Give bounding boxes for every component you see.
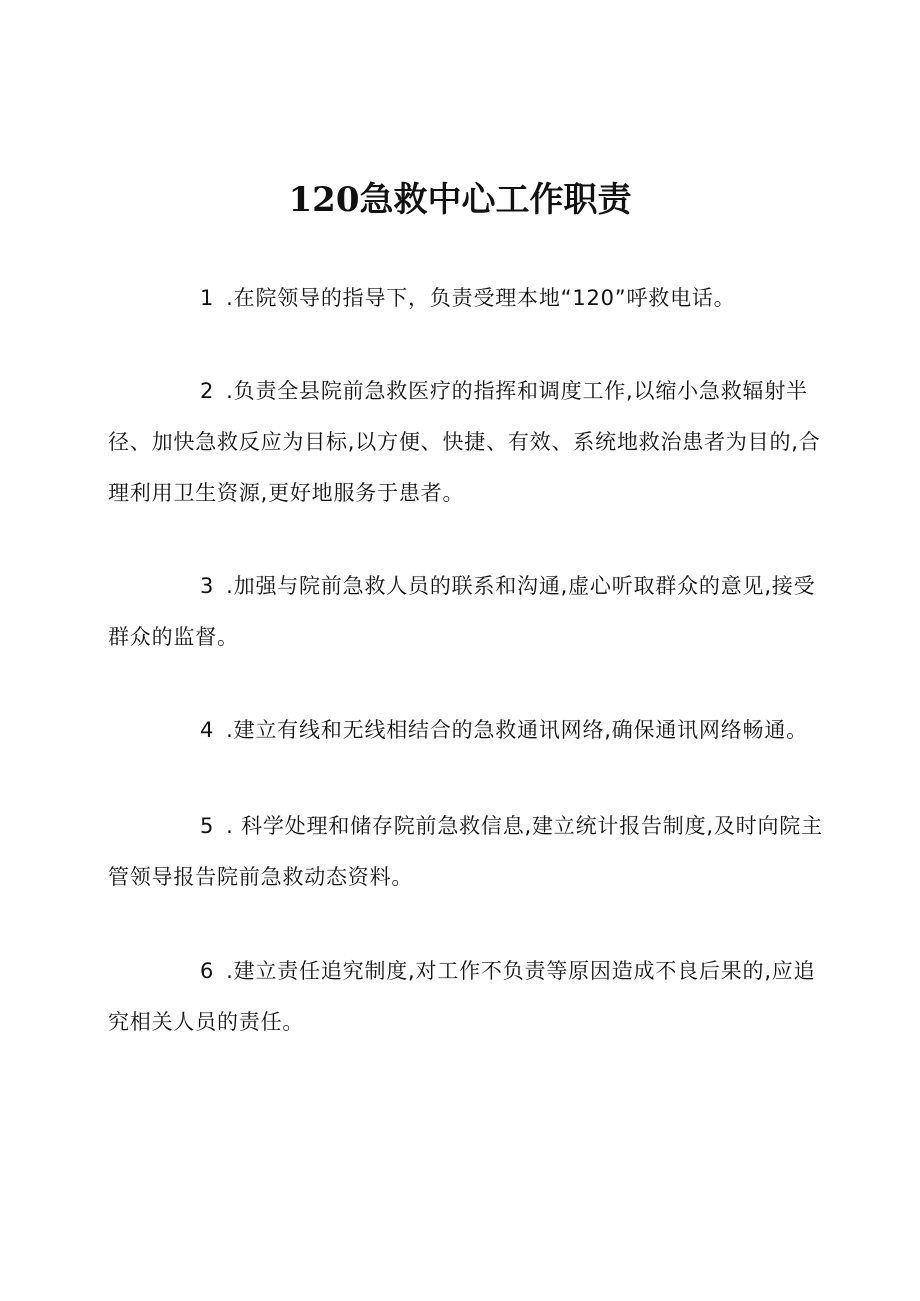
item-number: 3 xyxy=(200,574,215,598)
duty-item-5 xyxy=(108,801,828,903)
item-number: 2 xyxy=(200,379,215,403)
item-text: .负责全县院前急救医疗的指挥和调度工作,以缩小急救辐射半径、加快急救反应为目标,以方便、快捷、有效、系统地救治患者为目的,合理利用卫生资源,更好地服务于患者。 xyxy=(108,379,821,505)
duty-item-4 xyxy=(108,705,828,756)
duty-item-2 xyxy=(108,366,828,519)
duty-item-3 xyxy=(108,561,828,663)
item-number: 4 xyxy=(200,718,215,742)
item-number: 6 xyxy=(200,959,215,983)
item-text: .建立责任追究制度,对工作不负责等原因造成不良后果的,应追究相关人员的责任。 xyxy=(108,959,816,1034)
item-text: .在院领导的指导下，负责受理本地“120”呼救电话。 xyxy=(226,286,736,310)
item-number: 5 xyxy=(200,814,215,838)
item-text: .加强与院前急救人员的联系和沟通,虚心听取群众的意见,接受群众的监督。 xyxy=(108,574,816,649)
item-text: .建立有线和无线相结合的急救通讯网络,确保通讯网络畅通。 xyxy=(226,718,808,742)
duty-item-6 xyxy=(108,946,828,1048)
document-title: 120急救中心工作职责 xyxy=(288,180,632,220)
item-text: . 科学处理和储存院前急救信息,建立统计报告制度,及时向院主管领导报告院前急救动态资料。 xyxy=(108,814,823,889)
item-number: 1 xyxy=(200,286,215,310)
duty-item-1 xyxy=(108,273,828,324)
